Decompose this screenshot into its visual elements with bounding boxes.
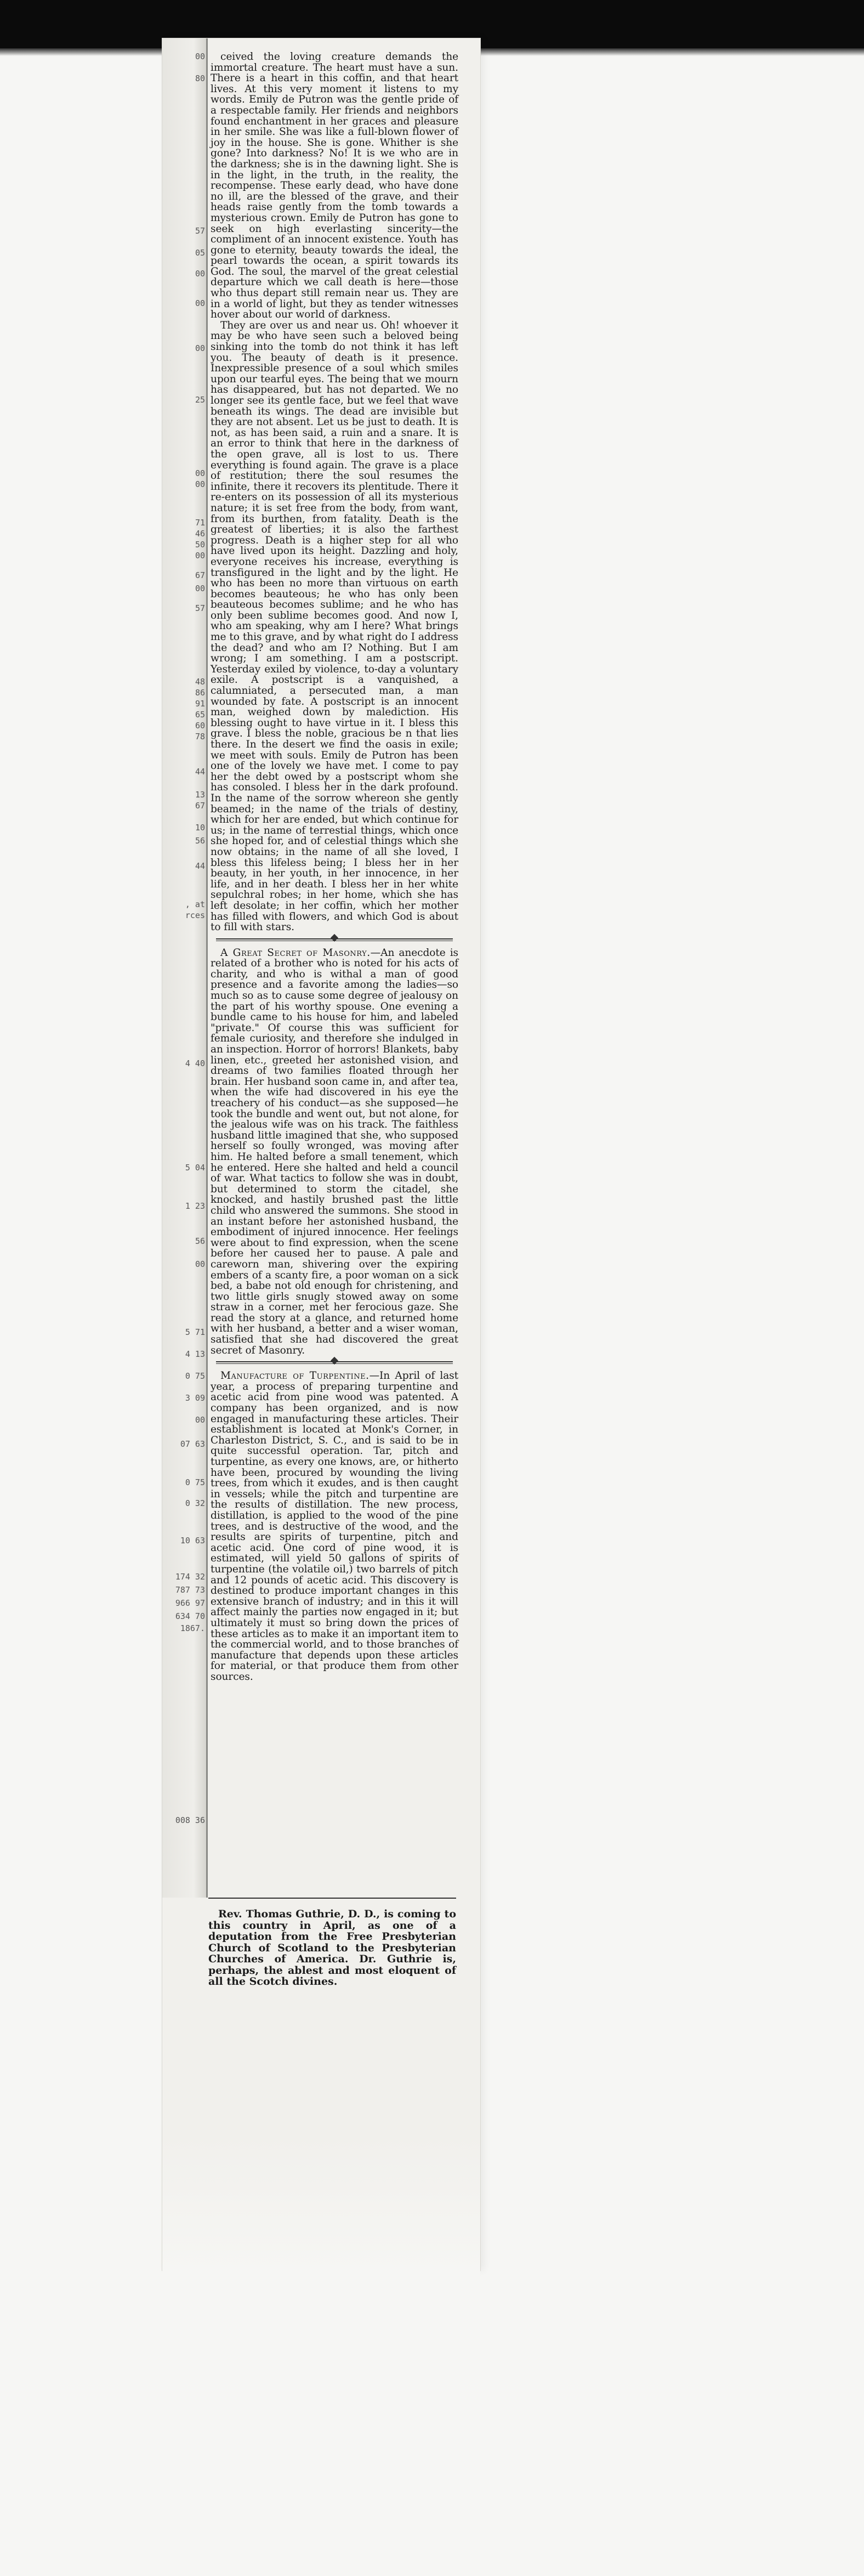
ledger-margin-rule (206, 38, 208, 1898)
margin-number: 4 40 (185, 1058, 205, 1068)
margin-number: 05 (195, 248, 205, 258)
margin-number: 00 (195, 468, 205, 478)
margin-number: 00 (195, 1415, 205, 1425)
margin-number: 71 (195, 518, 205, 528)
divider-ornament (331, 934, 338, 942)
margin-number: 91 (195, 699, 205, 709)
notice-divider (208, 1898, 456, 1899)
margin-number: 787 73 (175, 1585, 205, 1595)
margin-number: 00 (195, 584, 205, 593)
margin-number: 634 70 (175, 1611, 205, 1621)
article-masonry (211, 948, 458, 1356)
margin-number: 00 (195, 551, 205, 561)
margin-number: 5 71 (185, 1327, 205, 1337)
margin-number: 50 (195, 540, 205, 550)
margin-number: 0 75 (185, 1371, 205, 1381)
margin-number: 60 (195, 721, 205, 731)
margin-number: 008 36 (175, 1815, 205, 1825)
margin-number: 00 (195, 269, 205, 279)
turpentine-body: —In April of last year, a process of preparing turpentine and acetic acid from pine wood was patented. A company has been organized, and is now engaged in manufacturing these articles. Their establishment is located at Monk's Corner, in Charleston District, S. C., and is said to be in quite successful operation. Tar, pitch and turpentine, as every one knows, are, or hitherto have been, procured by wounding the living trees, from which it exudes, and is then caught in vessels; while the pitch and turpentine are the results of distillation. The new process, distillation, is applied to the wood of the pine trees, and is destructive of the wood, and the results are spirits of turpentine, pitch and acetic acid. One cord of pine wood, it is estimated, will yield 50 gallons of spirits of turpentine (the volatile oil,) two barrels of pitch and 12 pounds of acetic acid. This discovery is destined to produce important changes in this extensive branch of industry; and in this it will affect mainly the parties now engaged in it; but ultimately it must so bring down the prices of these articles as to make it an important item to the commercial world, and to those branches of manufacture that depends upon these articles for material, or that produce them from other sources. (211, 1370, 458, 1683)
margin-number: 13 (195, 790, 205, 800)
margin-number: 00 (195, 343, 205, 353)
margin-number: 44 (195, 861, 205, 871)
margin-number: 78 (195, 732, 205, 741)
margin-number: 00 (195, 1259, 205, 1269)
margin-number: 46 (195, 529, 205, 539)
margin-number: 67 (195, 570, 205, 580)
eulogy-paragraph-1: ceived the loving creature demands the immortal creature. The heart must have a sun. There is a heart in this coffin, and that heart lives. At this very moment it listens to my words. Emily de Putron was the gentle pride of a respectable family. Her friends and neighbors found enchantment in her graces and pleasure in her smile. She was like a full-blown flower of joy in the house. She is gone. Whither is she gone? Into darkness? No! It is we who are in the darkness; she is in the dawning light. She is in the light, in the truth, in the reality, the recompense. These early dead, who have done no ill, are the blessed of the grave, and their heads raise gently from the tomb towards a mysterious crown. Emily de Putron has gone to seek on high everlasting sincerity—the compliment of an innocent existence. Youth has gone to eternity, beauty towards the ideal, the pearl towards the ocean, a spirit towards its God. The soul, the marvel of the great celestial departure which we call death is here—those who thus depart still remain near us. They are in a world of light, but they as tender witnesses hover about our world of darkness. (211, 51, 458, 321)
margin-number: 00 (195, 479, 205, 489)
guthrie-notice-text: Rev. Thomas Guthrie, D. D., is coming to this country in April, as one of a deputation from the Free Presbyterian Church of Scotland to the Presbyterian Churches of America. Dr. Guthrie is, perhaps, the ablest and most eloquent of all the Scotch divines. (208, 1908, 456, 1988)
margin-number: 44 (195, 767, 205, 777)
margin-number: 57 (195, 603, 205, 613)
margin-number: 48 (195, 677, 205, 687)
divider-ornament (331, 1357, 338, 1365)
margin-number: 1867. (180, 1623, 205, 1633)
margin-number: 174 32 (175, 1572, 205, 1582)
section-divider (216, 938, 453, 941)
margin-number: 80 (195, 73, 205, 83)
margin-number: 966 97 (175, 1598, 205, 1608)
masonry-body: —An anecdote is related of a brother who is noted for his acts of charity, and who is withal a man of good presence and a favorite among the ladies—so much so as to cause some degree of jealousy on the part of his worthy spouse. One evening a bundle came to his house for him, and labeled "private." Of course this was sufficient for female curiosity, and therefore she indulged in an inspection. Horror of horrors! Blankets, baby linen, etc., greeted her astonished vision, and dreams of two families floated through her brain. Her husband soon came in, and after tea, when the wife had discovered in his eye the treachery of his conduct—as she supposed—he took the bundle and went out, but not alone, for the jealous wife was on his track. The faithless husband little imagined that she, who supposed herself so foully wronged, was moving after him. He halted before a small tenement, which he entered. Here she halted and held a council of war. What tactics to follow she was in doubt, but determined to storm the citadel, she knocked, and hastily brushed past the little child who answered the summons. She stood in an instant before her astonished husband, the embodiment of injured innocence. Her feelings were about to find expression, when the scene before her caused her to pause. A pale and careworn man, shivering over the expiring embers of a scanty fire, a poor woman on a sick bed, a babe not old enough for christening, and two little girls snugly stowed away on some straw in a corner, met her ferocious gaze. She read the story at a glance, and returned home with her husband, a better and a wiser woman, satisfied that she had discovered the great secret of Masonry. (211, 947, 458, 1356)
margin-number: 3 09 (185, 1393, 205, 1403)
margin-number: rces (185, 910, 205, 920)
clipping-text-column (211, 52, 458, 1682)
margin-number: 25 (195, 395, 205, 405)
margin-number: 10 63 (180, 1536, 205, 1545)
margin-number: 0 75 (185, 1477, 205, 1487)
margin-number: 00 (195, 298, 205, 308)
margin-number: 56 (195, 1236, 205, 1246)
turpentine-paragraph (211, 1371, 458, 1682)
margin-number: 00 (195, 52, 205, 61)
margin-number: 4 13 (185, 1349, 205, 1359)
turpentine-headline: Manufacture of Turpentine. (220, 1370, 370, 1382)
margin-number: , at (185, 899, 205, 909)
eulogy-paragraph-2: They are over us and near us. Oh! whoever it may be who have seen such a beloved being sinking into the tomb do not think it has left you. The beauty of death is it presence. Inexpressible presence of a soul which smiles upon our tearful eyes. The being that we mourn has disappeared, but has not departed. We no longer see its gentle face, but we feel that wave beneath its wings. The dead are invisible but they are not absent. Let us be just to death. It is not, as has been said, a ruin and a snare. It is an error to think that here in the darkness of the open grave, all is lost to us. There everything is found again. The grave is a place of restitution; there the soul resumes the infinite, there it recovers its plentitude. There it re-enters on its possession of all its mysterious nature; it is set free from the body, from want, from its burthen, from fatality. Death is the greatest of liberties; it is also the farthest progress. Death is a higher step for all who have lived upon its height. Dazzling and holy, everyone receives his increase, everything is transfigured in the light and by the light. He who has been no more than virtuous on earth becomes beauteous; he who has only been beauteous becomes sublime; and he who has only been sublime becomes good. And now I, who am speaking, why am I here? What brings me to this grave, and by what right do I address the dead? and who am I? Nothing. But I am wrong; I am something. I am a postscript. Yesterday exiled by violence, to-day a voluntary exile. A postscript is a vanquished, a calumniated, a persecuted man, a man wounded by fate. A postscript is an innocent man, weighed down by malediction. His blessing ought to have virtue in it. I bless this grave. I bless the noble, gracious be n that lies there. In the desert we find the oasis in exile; we meet with souls. Emily de Putron has been one of the lovely we have met. I come to pay her the debt owed by a postscript whom she has consoled. I bless her in the dark profound. In the name of the sorrow whereon she gently beamed; in the name of the trials of destiny, which for her are ended, but which continue for us; in the name of terrestial things, which once she hoped for, and of celestial things which she now obtains; in the name of all she loved, I bless this lifeless being; I bless her in her beauty, in her youth, in her innocence, in her life, and in her death. I bless her in her white sepulchral robes; in her home, which she has left desolate; in her coffin, which her mother has filled with flowers, and which God is about to fill with stars. (211, 319, 458, 933)
clipping-bottom-fade (162, 2133, 480, 2276)
margin-number: 57 (195, 226, 205, 236)
margin-number: 56 (195, 836, 205, 846)
margin-number: 10 (195, 823, 205, 833)
margin-number: 86 (195, 688, 205, 698)
masonry-headline: A Great Secret of Masonry. (220, 947, 371, 959)
margin-number: 67 (195, 801, 205, 811)
margin-number: 07 63 (180, 1439, 205, 1449)
article-eulogy (211, 52, 458, 933)
masonry-paragraph (211, 948, 458, 1356)
margin-number: 65 (195, 710, 205, 720)
margin-number: 5 04 (185, 1163, 205, 1173)
guthrie-notice (208, 1909, 456, 1988)
article-turpentine (211, 1371, 458, 1682)
margin-number: 1 23 (185, 1201, 205, 1211)
margin-number: 0 32 (185, 1498, 205, 1508)
section-divider (216, 1361, 453, 1364)
